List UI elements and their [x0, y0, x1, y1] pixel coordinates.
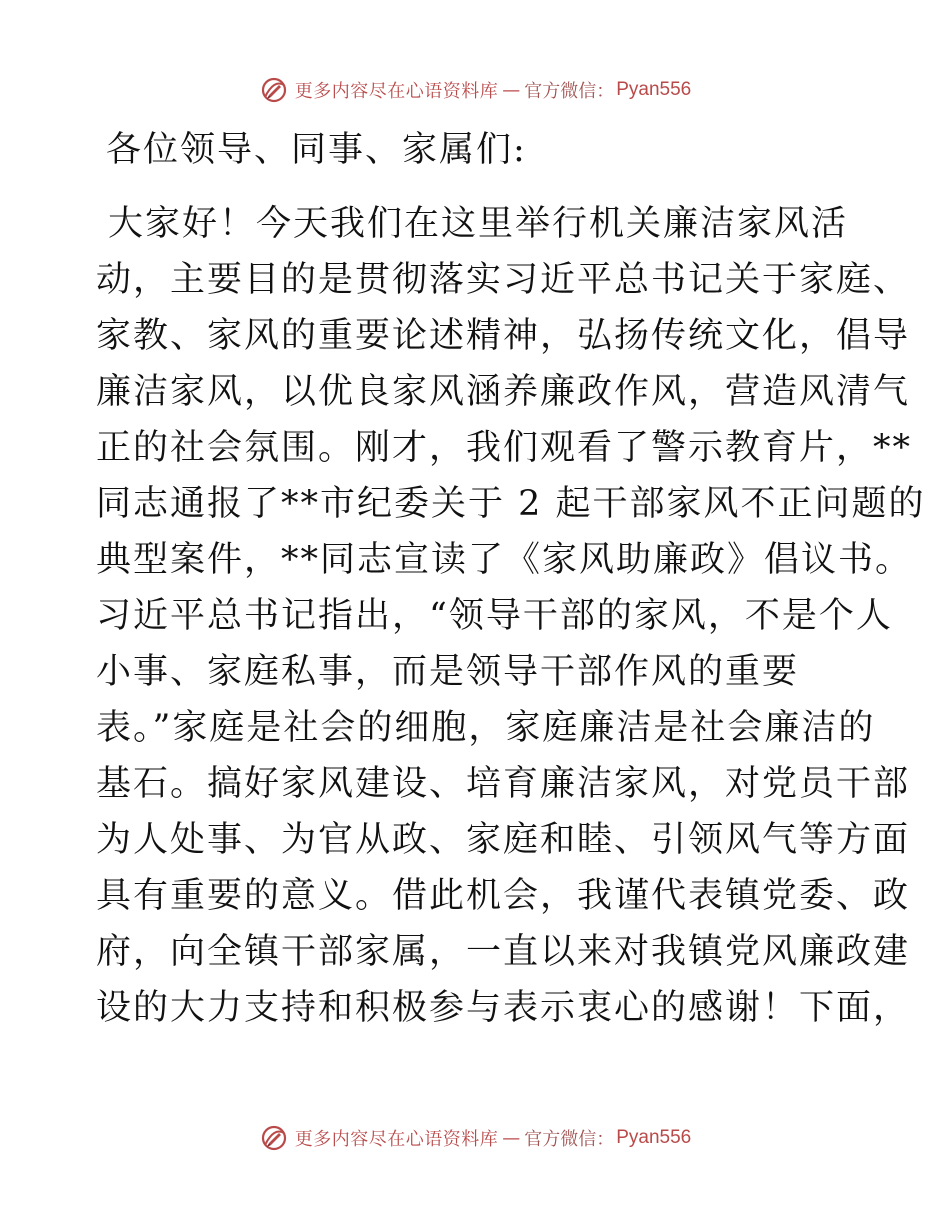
paragraph-line: 习近平总书记指出，“领导干部的家风，不是个人 [96, 596, 893, 636]
footer-watermark [0, 1118, 950, 1158]
paragraph-line: 动，主要目的是贯彻落实习近平总书记关于家庭、 [96, 260, 911, 300]
paragraph-line: 设的大力支持和积极参与表示衷心的感谢！下面， [96, 988, 911, 1028]
paragraph-line: 大家好！今天我们在这里举行机关廉洁家风活 [108, 204, 849, 244]
greeting: 各位领导、同事、家属们: [106, 130, 527, 170]
watermark-id: Pyan556 [616, 79, 692, 100]
watermark-separator: — [502, 1127, 521, 1149]
paragraph-line: 典型案件，**同志宣读了《家风助廉政》倡议书。 [96, 540, 913, 580]
paragraph-line: 同志通报了**市纪委关于 2 起干部家风不正问题的 [96, 484, 926, 524]
watermark-site-text: 更多内容尽在心语资料库 [294, 81, 499, 102]
paragraph-line: 基石。搞好家风建设、培育廉洁家风，对党员干部 [96, 764, 911, 804]
paragraph-line: 家教、家风的重要论述精神，弘扬传统文化，倡导 [96, 316, 911, 356]
red-pen-swirl-icon [259, 75, 289, 105]
paragraph-line: 具有重要的意义。借此机会，我谨代表镇党委、政 [96, 876, 911, 916]
watermark-label: 官方微信： [524, 81, 615, 102]
paragraph-line: 小事、家庭私事，而是领导干部作风的重要 [96, 652, 800, 692]
watermark-separator: — [502, 79, 521, 101]
paragraph-line: 表。”家庭是社会的细胞，家庭廉洁是社会廉洁的 [96, 708, 876, 748]
paragraph-line: 为人处事、为官从政、家庭和睦、引领风气等方面 [96, 820, 911, 860]
paragraph-line: 廉洁家风，以优良家风涵养廉政作风，营造风清气 [96, 372, 911, 412]
red-pen-swirl-icon [259, 1123, 289, 1153]
document-body [96, 122, 926, 1036]
header-watermark [0, 70, 950, 110]
paragraph-line: 正的社会氛围。刚才，我们观看了警示教育片，** [96, 428, 913, 468]
watermark-label: 官方微信： [524, 1129, 615, 1150]
paragraph-line: 府，向全镇干部家属，一直以来对我镇党风廉政建 [96, 932, 911, 972]
watermark-site-text: 更多内容尽在心语资料库 [294, 1129, 499, 1150]
watermark-id: Pyan556 [616, 1127, 692, 1148]
